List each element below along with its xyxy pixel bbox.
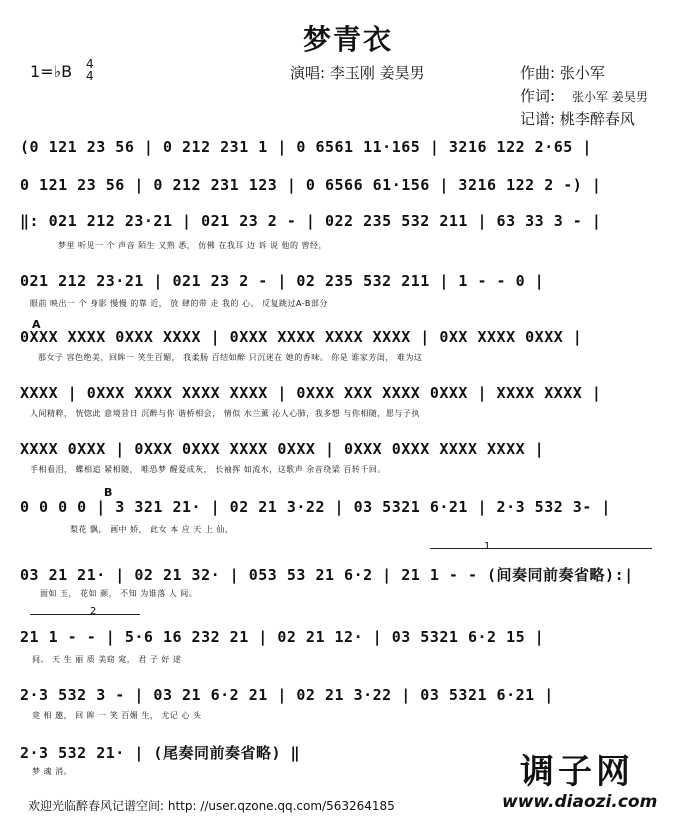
staff-row-5: 0XXX XXXX 0XXX XXXX | 0XXX XXXX XXXX XXXX | 0XX XXXX 0XXX | <box>20 328 583 346</box>
staff-row-7: XXXX 0XXX | 0XXX 0XXX XXXX 0XXX | 0XXX 0XXX XXXX XXXX | <box>20 440 545 458</box>
key-signature: 1=♭B <box>30 62 73 81</box>
time-signature-top: 4 <box>86 57 94 71</box>
time-signature <box>86 58 94 82</box>
song-title: 梦青衣 <box>302 23 393 56</box>
section-a-marker: A <box>32 318 41 331</box>
volta-1-bracket <box>430 548 652 549</box>
singer-credit: 演唱: 李玉刚 姜昊男 <box>290 64 425 82</box>
staff-row-10: 21 1 - - | 5·6 16 232 21 | 02 21 12· | 03 5321 6·2 15 | <box>20 628 545 646</box>
staff-row-12: 2·3 532 21· | (尾奏同前奏省略) ‖ <box>20 744 301 762</box>
time-signature-bottom: 4 <box>86 69 94 83</box>
lyric-row-2: 眼前 映出一 个 身影 慢慢 的靠 近， 放 肆的带 走 我的 心。 反复跳过A-B部分 <box>30 299 328 308</box>
volta-2-bracket <box>30 614 140 615</box>
lyric-row-9: 竟 相 邀， 回 眸 一 笑 百媚 生， 尤记 心 头 <box>32 711 202 720</box>
staff-row-2: 0 121 23 56 | 0 212 231 123 | 0 6566 61·156 | 3216 122 2 -) | <box>20 176 602 194</box>
lyric-row-8: 间。 天 生 丽 质 美窈 窕， 君 子 好 逑 <box>32 655 182 664</box>
staff-row-11: 2·3 532 3 - | 03 21 6·2 21 | 02 21 3·22 | 03 5321 6·21 | <box>20 686 554 704</box>
section-b-marker: B <box>104 486 113 499</box>
staff-row-4: 021 212 23·21 | 021 23 2 - | 02 235 532 211 | 1 - - 0 | <box>20 272 545 290</box>
staff-row-8: 0 0 0 0 | 3 321 21· | 02 21 3·22 | 03 5321 6·21 | 2·3 532 3- | <box>20 498 611 516</box>
lyric-row-6: 梨花 飘， 画中 娇， 此女 本 应 天 上 仙， <box>70 525 234 534</box>
footer-note: 欢迎光临醉春风记谱空间: http: //user.qzone.qq.com/563264185 <box>28 799 395 813</box>
staff-row-6: XXXX | 0XXX XXXX XXXX XXXX | 0XXX XXX XXXX 0XXX | XXXX XXXX | <box>20 384 602 402</box>
watermark-url: www.diaozi.com <box>502 792 658 812</box>
watermark-logo <box>502 752 658 814</box>
lyric-row-4: 人间精粹， 恍惚此 意境昔日 沉醉与你 谐桥相会， 情似 水兰薰 沁人心肺，我多想 与你相随，愿与子执 <box>30 409 420 418</box>
lyric-row-10: 梦 魂 消。 <box>32 767 73 776</box>
volta-1-label: 1 <box>484 541 491 552</box>
composer-credit: 作曲: 张小军 <box>520 64 605 82</box>
lyric-row-3: 那女子 容色绝美，回眸一 笑生百媚， 我柔肠 百结如醉 只沉迷在 她的香味。 你是 谁家芳闺， 难为这 <box>38 353 423 362</box>
lyric-row-5: 手相看泪， 蝶相追 紧相随， 唯恐梦 醒爱成灰， 长袖挥 如流水，这歌声 余音绕梁 百转千回。 <box>30 465 386 474</box>
lyric-row-1: 梦里 听见一 个 声音 陌生 又熟 悉， 仿佛 在我耳 边 诉 说 他的 曾经， <box>58 241 328 250</box>
staff-row-9: 03 21 21· | 02 21 32· | 053 53 21 6·2 | 21 1 - - (间奏同前奏省略):| <box>20 566 634 584</box>
lyricist-credit: 张小军 姜昊男 <box>572 90 648 104</box>
staff-row-1: (0 121 23 56 | 0 212 231 1 | 0 6561 11·165 | 3216 122 2·65 | <box>20 138 592 156</box>
watermark-name: 调子网 <box>520 752 634 792</box>
transcriber-credit: 记谱: 桃李醉春风 <box>520 110 635 128</box>
lyric-row-7: 面如 玉， 花如 颜， 不知 为谁落 人 间。 <box>40 589 198 598</box>
lyricist-label: 作词: <box>520 87 556 105</box>
volta-2-label: 2 <box>90 606 97 617</box>
staff-row-3: ‖: 021 212 23·21 | 021 23 2 - | 022 235 532 211 | 63 33 3 - | <box>20 212 602 230</box>
